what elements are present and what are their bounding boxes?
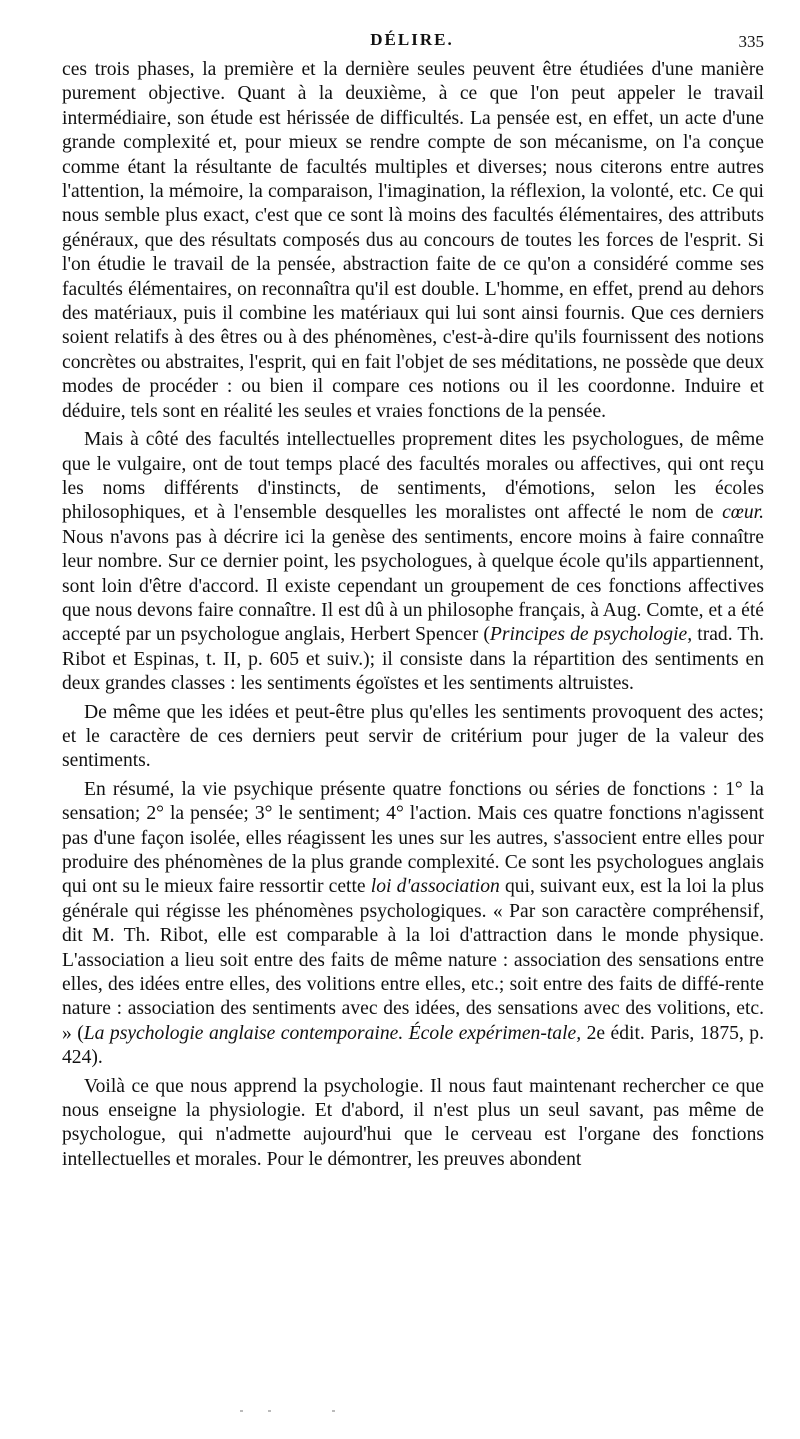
paragraph-4 — [62, 778, 764, 1071]
paragraph-2 — [62, 428, 764, 696]
italic-term-loi-association: loi d'association — [370, 876, 500, 898]
scan-specks — [240, 1410, 360, 1414]
text-segment: En résumé, la vie psychique présente quatre fonctions ou séries de fonctions : 1° la sensation; 2° la pensée; 3° le sentiment; 4° l'action. Mais ces quatre fonctions n'agissent pas d'une façon isolée, elles réagissent les unes sur les autres, s'associent entre elles pour produire des phénomènes de la plus grande complexité. Ce sont les psychologues anglais qui ont su le mieux faire ressortir cette — [62, 778, 764, 898]
italic-book-title: Principes de psychologie, — [489, 624, 693, 646]
text-segment: De même que les idées et peut-être plus qu'elles les sentiments provoquent des actes; et le caractère de ces derniers peut servir de critérium pour juger de la valeur des sentiments. — [62, 701, 764, 772]
text-segment: Nous n'avons pas à décrire ici la genèse des sentiments, encore moins à faire connaître leur nombre. Sur ce dernier point, les psychologues, à quelque école qu'ils appartiennent, sont loin d'être d'accord. Il existe cependant un groupement de ces fonctions affectives que nous devons faire connaître. Il est dû à un philosophe français, à Aug. Comte, et a été accepté par un psychologue anglais, Herbert Spencer ( — [62, 526, 764, 646]
text-segment: 2e édit. Paris, 1875, p. 424). — [62, 1022, 764, 1069]
italic-book-title: La psychologie anglaise contemporaine. École expérimen-tale, — [83, 1022, 582, 1044]
text-segment: ces trois phases, la première et la dernière seules peuvent être étudiées d'une manière purement objective. Quant à la deuxième, à ce que l'on peut appeler le travail intermédiaire, son étude est hérissée de difficultés. La pensée est, en effet, un acte d'une grande complexité et, pour mieux se rendre compte de son mécanisme, on l'a conçue comme étant la résultante de facultés multiples et diverses; nous citerons entre autres l'attention, la mémoire, la comparaison, l'imagination, la réflexion, la volonté, etc. Ce qui nous semble plus exact, c'est que ce sont là moins des facultés élémentaires, des attributs généraux, que des résultats composés dus au concours de toutes les forces de l'esprit. Si l'on étudie le travail de la pensée, abstraction faite de ce qu'on a considéré comme ses facultés élémentaires, on reconnaîtra qu'il est double. L'homme, en effet, prend au dehors des matériaux, puis il combine les matériaux qui lui sont ainsi fournis. Que ces derniers soient relatifs à des êtres ou à des phénomènes, c'est-à-dire qu'ils fournissent des notions concrètes ou abstraites, l'esprit, qui en fait l'objet de ses méditations, ne possède que deux modes de procéder : ou bien il compare ces notions ou il les coordonne. Induire et déduire, tels sont en réalité les seules et vraies fonctions de la pensée. — [62, 59, 764, 422]
scan-speck — [240, 1410, 243, 1412]
italic-term-coeur: cœur. — [722, 502, 764, 524]
running-title: DÉLIRE. — [370, 30, 454, 49]
scan-speck — [332, 1410, 335, 1412]
body-text — [62, 58, 764, 1176]
text-segment: trad. Th. Ribot et Espinas, t. II, p. 605 et suiv.); il consiste dans la répartition des sentiments en deux grandes classes : les sentiments égoïstes et les sentiments altruistes. — [62, 624, 765, 695]
text-segment: qui, suivant eux, est la loi la plus générale qui régisse les phénomènes psychologiques. « Par son caractère compréhensif, dit M. Th. Ribot, elle est comparable à la loi d'attraction dans le monde physique. L'association a lieu soit entre des faits de même nature : association des sensations entre elles, des idées entre elles, des volitions entre elles, etc.; soit entre des faits de diffé-rente nature : association des sentiments avec des idées, des sensations avec des volitions, etc. » ( — [62, 876, 765, 1044]
paragraph-1 — [62, 58, 764, 424]
paragraph-5 — [62, 1075, 764, 1173]
running-header — [62, 30, 762, 54]
scan-speck — [268, 1410, 271, 1412]
text-segment: Voilà ce que nous apprend la psychologie. Il nous faut maintenant rechercher ce que nous enseigne la physiologie. Et d'abord, il n'est plus un seul savant, pas même de psychologue, qui n'admette aujourd'hui que le cerveau est l'organe des fonctions intellectuelles et morales. Pour le démontrer, les preuves abondent — [62, 1075, 764, 1170]
text-segment: Mais à côté des facultés intellectuelles proprement dites les psychologues, de même que le vulgaire, ont de tout temps placé des facultés morales ou affectives, qui ont reçu les noms différents d'instincts, de sentiments, d'émotions, selon les écoles philosophiques, et à l'ensemble desquelles les moralistes ont affecté le nom de — [62, 429, 764, 524]
paragraph-3 — [62, 701, 764, 774]
page-number: 335 — [738, 32, 764, 51]
